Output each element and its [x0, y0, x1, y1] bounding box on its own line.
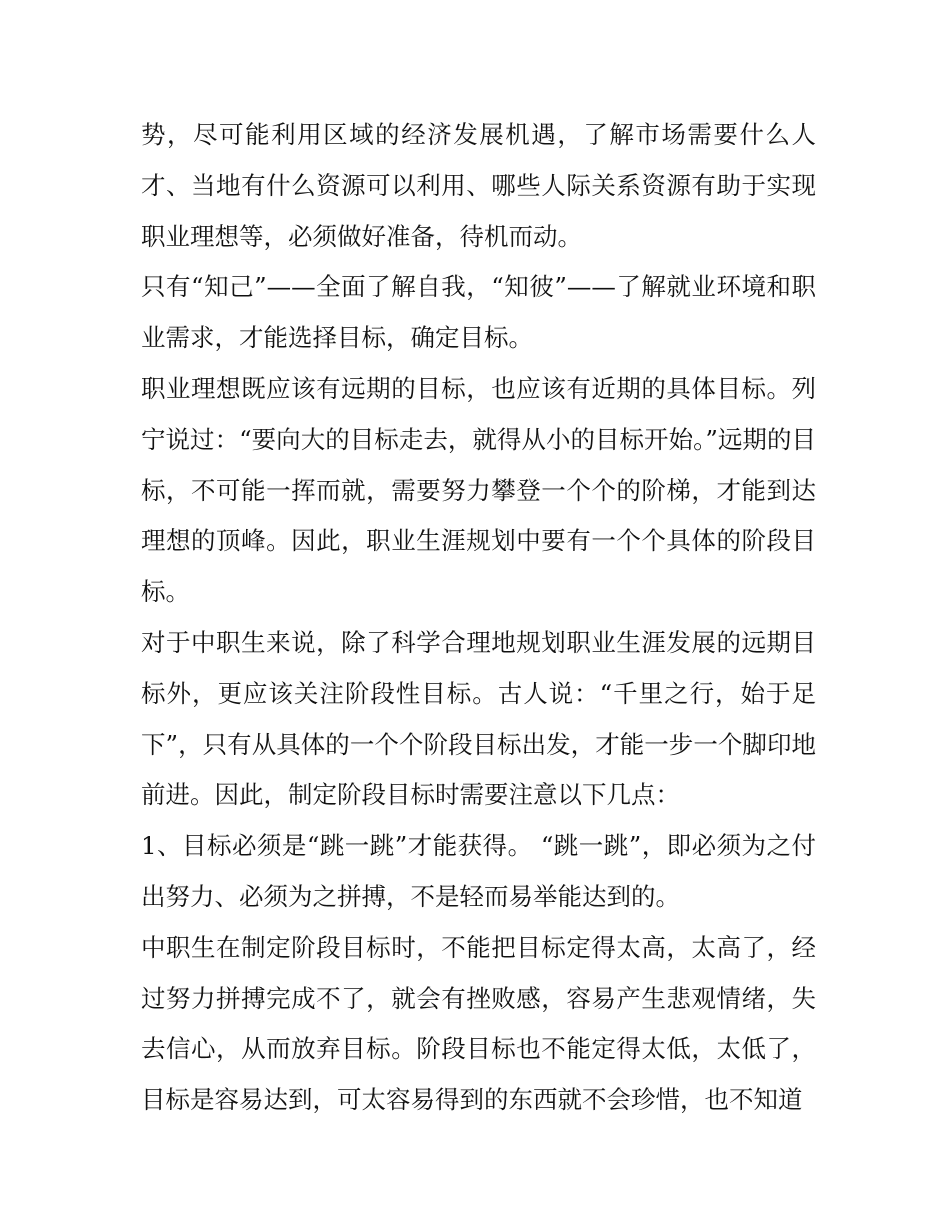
paragraph-3: 职业理想既应该有远期的目标，也应该有近期的具体目标。列宁说过：“要向大的目标走去，就得从小的目标开始。”远期的目标，不可能一挥而就，需要努力攀登一个个的阶梯，才能到达理想的顶峰。因此，职业生涯规划中要有一个个具体的阶段目标。	[141, 373, 816, 607]
paragraph-4: 对于中职生来说，除了科学合理地规划职业生涯发展的远期目标外，更应该关注阶段性目标。古人说：“千里之行，始于足下”，只有从具体的一个个阶段目标出发，才能一步一个脚印地前进。因此，制定阶段目标时需要注意以下几点：	[141, 627, 816, 810]
paragraph-5: 1、目标必须是“跳一跳”才能获得。 “跳一跳”，即必须为之付出努力、必须为之拼搏，不是轻而易举能达到的。	[141, 831, 816, 911]
paragraph-1: 势，尽可能利用区域的经济发展机遇，了解市场需要什么人才、当地有什么资源可以利用、哪些人际关系资源有助于实现职业理想等，必须做好准备，待机而动。	[141, 120, 816, 251]
paragraph-2: 只有“知己”——全面了解自我，“知彼”——了解就业环境和职业需求，才能选择目标，确定目标。	[141, 272, 816, 353]
paragraph-6: 中职生在制定阶段目标时，不能把目标定得太高，太高了，经过努力拼搏完成不了，就会有挫败感，容易产生悲观情绪，失去信心，从而放弃目标。阶段目标也不能定得太低，太低了，目标是容易达到，可太容易得到的东西就不会珍惜，也不知道	[141, 932, 816, 1115]
document-body	[141, 110, 816, 1126]
